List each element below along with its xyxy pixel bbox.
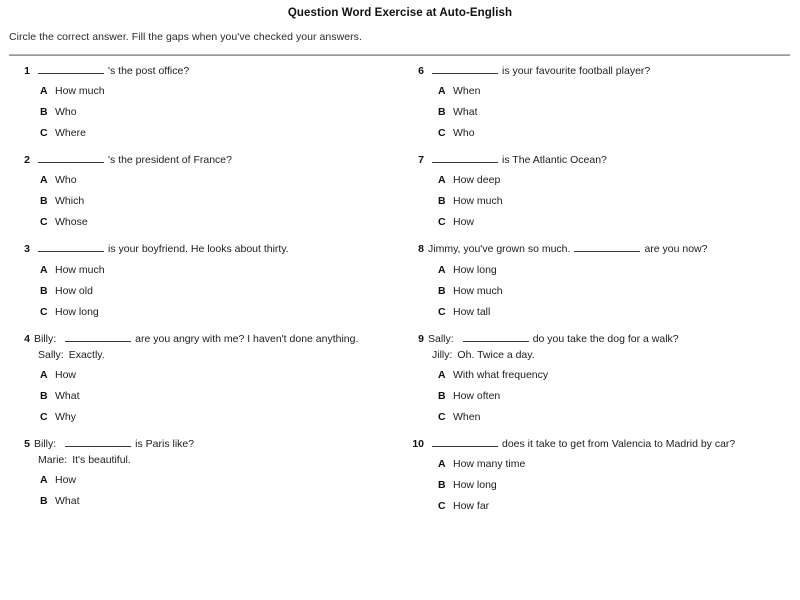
question-stem [408,64,800,78]
question-item [14,242,400,317]
answer-option[interactable] [438,127,800,139]
answer-blank[interactable] [65,446,131,447]
answer-option[interactable] [40,390,400,402]
speaker-name: Sally: [428,332,454,345]
answer-option[interactable] [40,474,400,486]
question-number: 9 [418,332,424,345]
answer-option[interactable] [438,500,800,512]
question-item [408,437,800,512]
option-text: Where [55,127,86,140]
option-text: How [55,474,77,487]
answer-options [14,474,400,507]
option-text: Who [453,127,475,140]
answer-option[interactable] [40,285,400,297]
option-text: Which [55,195,85,208]
answer-option[interactable] [40,216,400,228]
question-text [428,242,800,256]
option-letter: C [438,500,446,513]
option-letter: C [438,410,446,423]
option-text: How long [453,263,497,276]
option-letter: A [40,85,48,98]
answer-blank[interactable] [574,251,640,252]
question-text [428,437,800,451]
answer-blank[interactable] [65,341,131,342]
option-text: How much [55,263,105,276]
question-number: 6 [418,65,424,77]
question-stem [408,153,800,167]
answer-option[interactable] [438,85,800,97]
option-letter: A [438,174,446,187]
option-letter: C [438,305,446,318]
speaker-name: Marie: [38,454,68,467]
option-letter: B [40,495,48,508]
question-stem [14,437,400,467]
option-letter: A [438,368,446,381]
answer-option[interactable] [438,285,800,297]
speaker-name: Billy: [34,332,57,345]
answer-option[interactable] [438,411,800,423]
option-letter: B [438,195,446,208]
question-number: 10 [412,437,424,450]
answer-option[interactable] [438,306,800,318]
question-prompt-line [34,332,400,346]
option-letter: C [40,305,48,318]
question-prompt-line [34,242,400,256]
answer-option[interactable] [40,369,400,381]
answer-option[interactable] [438,390,800,402]
answer-options [408,369,800,423]
answer-option[interactable] [40,195,400,207]
answer-blank[interactable] [38,251,104,252]
question-item [14,437,400,507]
option-text: Who [55,106,77,119]
stem-after-blank: is your favourite football player? [502,65,651,77]
question-number: 4 [24,332,30,345]
answer-option[interactable] [40,495,400,507]
answer-option[interactable] [438,369,800,381]
answer-blank[interactable] [38,162,104,163]
question-number: 8 [418,243,424,256]
option-text: With what frequency [453,368,549,381]
option-letter: C [438,216,446,229]
question-item [408,153,800,228]
question-prompt-line [428,64,800,78]
question-prompt-line [428,153,800,167]
option-letter: A [438,458,446,471]
option-letter: A [40,474,48,487]
stem-after-blank: are you angry with me? I haven't done anything. [135,332,359,345]
option-letter: A [438,85,446,98]
option-text: How far [453,500,490,513]
question-number: 2 [24,154,30,167]
question-prompt-line [34,437,400,451]
option-text: Why [55,410,76,423]
answer-option[interactable] [40,174,400,186]
option-letter: B [40,284,48,297]
answer-option[interactable] [438,195,800,207]
question-prompt-line [428,332,800,346]
question-item [14,64,400,139]
question-item [408,332,800,423]
answer-options [14,369,400,423]
option-text: What [453,106,478,119]
question-stem [408,332,800,362]
option-text: How [55,368,77,381]
option-letter: B [40,195,48,208]
question-stem [14,242,400,256]
answer-option[interactable] [438,174,800,186]
question-text [428,64,800,78]
option-text: How long [453,479,497,492]
option-text: When [453,85,481,98]
option-text: What [55,495,80,508]
option-text: How much [55,85,105,98]
question-prompt-line [34,153,400,167]
header-divider [9,54,790,56]
option-text: How often [453,389,501,402]
answer-option[interactable] [438,106,800,118]
answer-option[interactable] [40,106,400,118]
stem-after-blank: do you take the dog for a walk? [532,332,679,345]
question-text [34,64,400,78]
stem-after-blank: is Paris like? [135,437,195,450]
option-text: How old [55,284,93,297]
option-letter: B [438,479,446,492]
question-stem [14,332,400,362]
question-text [428,332,800,362]
speaker-name: Billy: [34,437,57,450]
question-text [34,332,400,362]
option-letter: A [40,174,48,187]
answer-options [408,174,800,228]
option-letter: C [40,216,48,229]
option-letter: B [438,284,446,297]
stem-after-blank: are you now? [644,243,708,256]
question-prompt-line [34,64,400,78]
option-text: How much [453,195,503,208]
answer-option[interactable] [40,85,400,97]
stem-after-blank: is your boyfriend. He looks about thirty. [108,243,289,256]
question-prompt-line [428,242,800,256]
stem-before-blank: Jimmy, you've grown so much. [428,243,571,256]
question-prompt-line [428,437,800,451]
option-letter: A [40,368,48,381]
option-letter: C [40,410,48,423]
answer-options [14,264,400,318]
question-stem [408,242,800,256]
answer-option[interactable] [438,458,800,470]
answer-option[interactable] [438,264,800,276]
answer-option[interactable] [438,479,800,491]
question-column-left [0,64,400,521]
question-reply-line [34,453,400,467]
option-text: How much [453,284,503,297]
question-text [34,153,400,167]
answer-blank[interactable] [432,446,498,447]
reply-text: Exactly. [68,348,105,361]
question-number: 1 [24,65,30,77]
answer-option[interactable] [40,127,400,139]
question-stem [14,153,400,167]
option-letter: B [438,389,446,402]
option-text: How [453,216,475,229]
option-text: How many time [453,458,526,471]
question-number: 3 [24,243,30,256]
question-text [428,153,800,167]
option-letter: C [438,127,446,140]
question-number: 5 [24,437,30,450]
question-text [34,242,400,256]
answer-options [14,85,400,139]
option-text: How tall [453,305,491,318]
question-stem [408,437,800,451]
answer-blank[interactable] [432,162,498,163]
question-item [14,332,400,423]
speaker-name: Sally: [38,348,64,361]
answer-option[interactable] [40,264,400,276]
page-title: Question Word Exercise at Auto-English [287,7,513,19]
question-columns [0,64,800,526]
answer-option[interactable] [40,411,400,423]
stem-after-blank: 's the post office? [108,65,190,77]
reply-text: Oh. Twice a day. [457,348,535,361]
option-text: How long [55,305,99,318]
option-text: How deep [453,174,501,187]
instructions-text: Circle the correct answer. Fill the gaps when you've checked your answers. [9,31,362,43]
option-text: When [453,410,481,423]
question-number: 7 [418,154,424,167]
answer-blank[interactable] [463,341,529,342]
speaker-name: Jilly: [432,348,453,361]
question-text [34,437,400,467]
answer-blank[interactable] [38,73,104,74]
option-letter: C [40,127,48,140]
question-stem [14,64,400,78]
option-letter: B [438,106,446,119]
stem-after-blank: 's the president of France? [108,154,232,167]
answer-blank[interactable] [432,73,498,74]
option-letter: A [40,263,48,276]
question-column-right [400,64,800,526]
answer-options [14,174,400,228]
stem-after-blank: does it take to get from Valencia to Madrid by car? [502,437,736,450]
question-reply-line [34,348,400,362]
option-text: Who [55,174,77,187]
option-text: What [55,389,80,402]
answer-option[interactable] [438,216,800,228]
question-reply-line [428,348,800,362]
option-letter: A [438,263,446,276]
option-letter: B [40,106,48,119]
question-item [408,64,800,139]
option-letter: B [40,389,48,402]
question-item [14,153,400,228]
option-text: Whose [55,216,88,229]
answer-options [408,458,800,512]
answer-options [408,85,800,139]
question-item [408,242,800,317]
answer-option[interactable] [40,306,400,318]
answer-options [408,264,800,318]
reply-text: It's beautiful. [72,454,131,467]
stem-after-blank: is The Atlantic Ocean? [502,154,607,167]
